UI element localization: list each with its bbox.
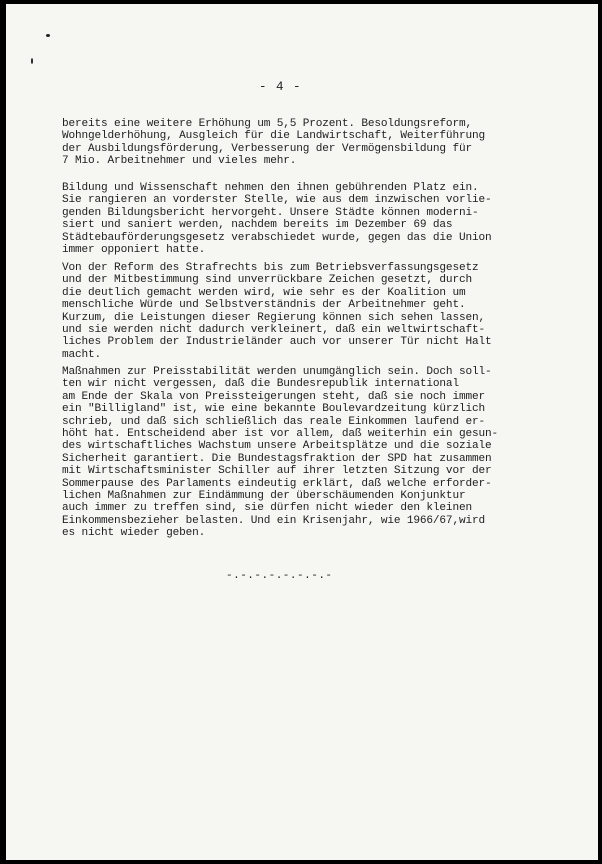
text-line: ein "Billigland" ist, wie eine bekannte Boulevardzeitung kürzlich (62, 403, 485, 416)
text-line: bereits eine weitere Erhöhung um 5,5 Prozent. Besoldungsreform, (62, 118, 472, 130)
text-line: ten wir nicht vergessen, daß die Bundesrepublik international (62, 378, 459, 391)
text-line: Sommerpause des Parlaments eindeutig erklärt, daß welche erforder- (62, 477, 492, 490)
text-line: Wohngelderhöhung, Ausgleich für die Landwirtschaft, Weiterführung (62, 130, 485, 143)
text-line: Städtebauförderungsgesetz verabschiedet wurde, gegen das die Union (62, 231, 492, 244)
text-line: Sie rangieren an vorderster Stelle, wie aus dem inzwischen vorlie- (62, 194, 492, 207)
text-line: menschliche Würde und Selbstverständnis der Arbeitnehmer geht. (62, 299, 466, 312)
text-line: Bildung und Wissenschaft nehmen den ihnen gebührenden Platz ein. (62, 182, 479, 194)
paragraph-3 (62, 262, 557, 361)
text-line: Kurzum, die Leistungen dieser Regierung können sich sehen lassen, (62, 311, 485, 324)
page-number: - 4 - (259, 80, 302, 94)
text-line: Einkommensbezieher belasten. Und ein Krisenjahr, wie 1966/67,wird (62, 514, 485, 527)
ink-speck-top (46, 34, 50, 37)
paragraph-4 (62, 366, 557, 540)
text-line: auch immer zu treffen sind, sie dürfen nicht wieder den kleinen (62, 502, 472, 515)
text-line: lichen Maßnahmen zur Eindämmung der überschäumenden Konjunktur (62, 490, 466, 503)
text-line: es nicht wieder geben. (62, 527, 206, 540)
text-line: des wirtschaftliches Wachstum unsere Arbeitsplätze und die soziale (62, 440, 492, 453)
text-line: und sie werden nicht dadurch verkleinert, daß ein weltwirtschaft- (62, 324, 485, 337)
text-line: macht. (62, 348, 102, 361)
paragraph-2 (62, 182, 557, 256)
text-line: schrieb, und daß sich schließlich das reale Einkommen laufend er- (62, 415, 485, 428)
text-line: am Ende der Skala von Preissteigerungen steht, daß sie noch immer (62, 390, 485, 403)
text-line: 7 Mio. Arbeitnehmer und vieles mehr. (62, 155, 297, 168)
text-line: und der Mitbestimmung sind unverrückbare Zeichen gesetzt, durch (62, 274, 472, 287)
text-line: Sicherheit garantiert. Die Bundestagsfraktion der SPD hat zusammen (62, 452, 492, 465)
text-line: Maßnahmen zur Preisstabilität werden unumgänglich sein. Doch soll- (62, 366, 492, 378)
text-line: immer opponiert hatte. (62, 244, 206, 257)
text-line: liches Problem der Industrieländer auch vor unserer Tür nicht Halt (62, 336, 492, 349)
text-line: die deutlich gemacht werden wird, wie sehr es der Koalition um (62, 286, 466, 299)
ink-speck-left (31, 58, 33, 64)
closing-separator: -.-.-.-.-.-.-.- (226, 570, 333, 582)
text-line: höht hat. Entscheidend aber ist vor allem, daß weiterhin ein gesun- (62, 428, 498, 441)
text-line: Von der Reform des Strafrechts bis zum Betriebsverfassungsgesetz (62, 262, 479, 274)
paragraph-1 (62, 118, 557, 168)
text-line: genden Bildungsbericht hervorgeht. Unsere Städte können moderni- (62, 206, 479, 219)
text-line: siert und saniert werden, nachdem bereits im Dezember 69 das (62, 219, 453, 232)
text-line: der Ausbildungsförderung, Verbesserung der Vermögensbildung für (62, 142, 472, 155)
text-line: mit Wirtschaftsminister Schiller auf ihrer letzten Sitzung vor der (62, 465, 492, 478)
